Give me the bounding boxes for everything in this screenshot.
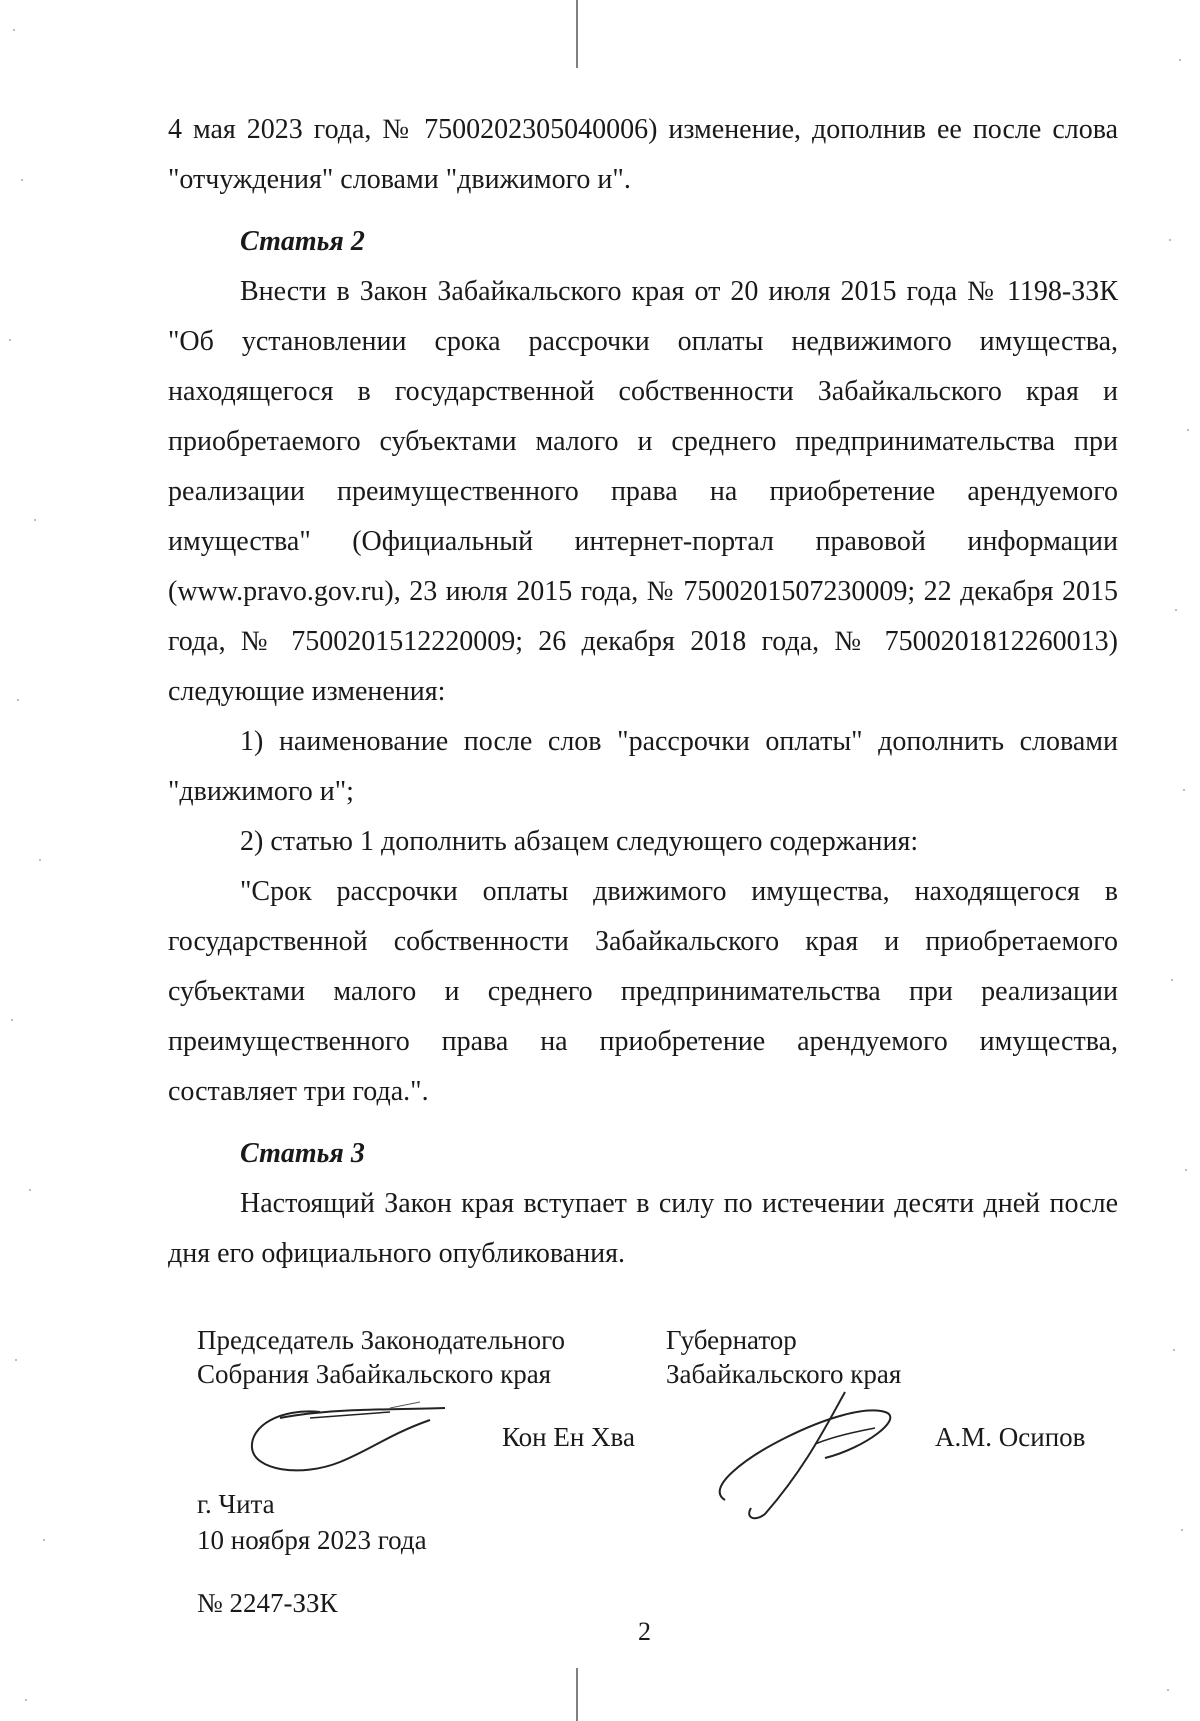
article-2-item-2: 2) статью 1 дополнить абзацем следующего содержания: [240,826,919,857]
right-handwritten-signature [705,1388,905,1528]
law-number: № 2247-ЗЗК [197,1588,338,1618]
left-signatory-name: Кон Ен Хва [502,1422,635,1452]
article-2-heading: Статья 2 [240,226,365,257]
right-title-line-2: Забайкальского края [666,1359,902,1389]
right-title-line-1: Губернатор [666,1325,797,1355]
article-3-paragraph: Настоящий Закон края вступает в силу по истечении десяти дней после дня его официального опубликования. [168,1188,1118,1269]
article-3-heading: Статья 3 [240,1138,365,1169]
intro-paragraph: 4 мая 2023 года, № 7500202305040006) изменение, дополнив ее после слова "отчуждения" словами "движимого и". [168,114,1118,195]
left-title-line-1: Председатель Законодательного [197,1325,566,1355]
left-title-line-2: Собрания Забайкальского края [197,1359,552,1389]
document-body [168,105,1118,1279]
right-signatory-title [666,1323,901,1391]
signing-date: 10 ноября 2023 года [197,1525,427,1555]
left-handwritten-signature [240,1398,450,1488]
right-signatory-name: А.М. Осипов [935,1422,1086,1452]
article-2-item-1: 1) наименование после слов "рассрочки оплаты" дополнить словами "движимого и"; [168,726,1118,807]
left-signatory-title [197,1323,565,1391]
article-2-paragraph: Внести в Закон Забайкальского края от 20 июля 2015 года № 1198-ЗЗК "Об установлении срока рассрочки оплаты недвижимого имущества, находящегося в государственной собственности Забайкальского края и приобретаемого субъектами малого и среднего предпринимательства при реализации преимущественного права на приобретение арендуемого имущества" (Официальный интернет-портал правовой информации (www.pravo.gov.ru), 23 июля 2015 года, № 7500201507230009; 22 декабря 2015 года, № 7500201512220009; 26 декабря 2018 года, № 7500201812260013) следующие изменения: [168,276,1118,707]
article-2-quote: "Срок рассрочки оплаты движимого имущества, находящегося в государственной собственности Забайкальского края и приобретаемого субъектами малого и среднего предпринимательства при реализации преимущественного права на приобретение арендуемого имущества, составляет три года.". [168,876,1118,1107]
city: г. Чита [197,1489,275,1519]
page-number: 2 [638,1617,651,1646]
